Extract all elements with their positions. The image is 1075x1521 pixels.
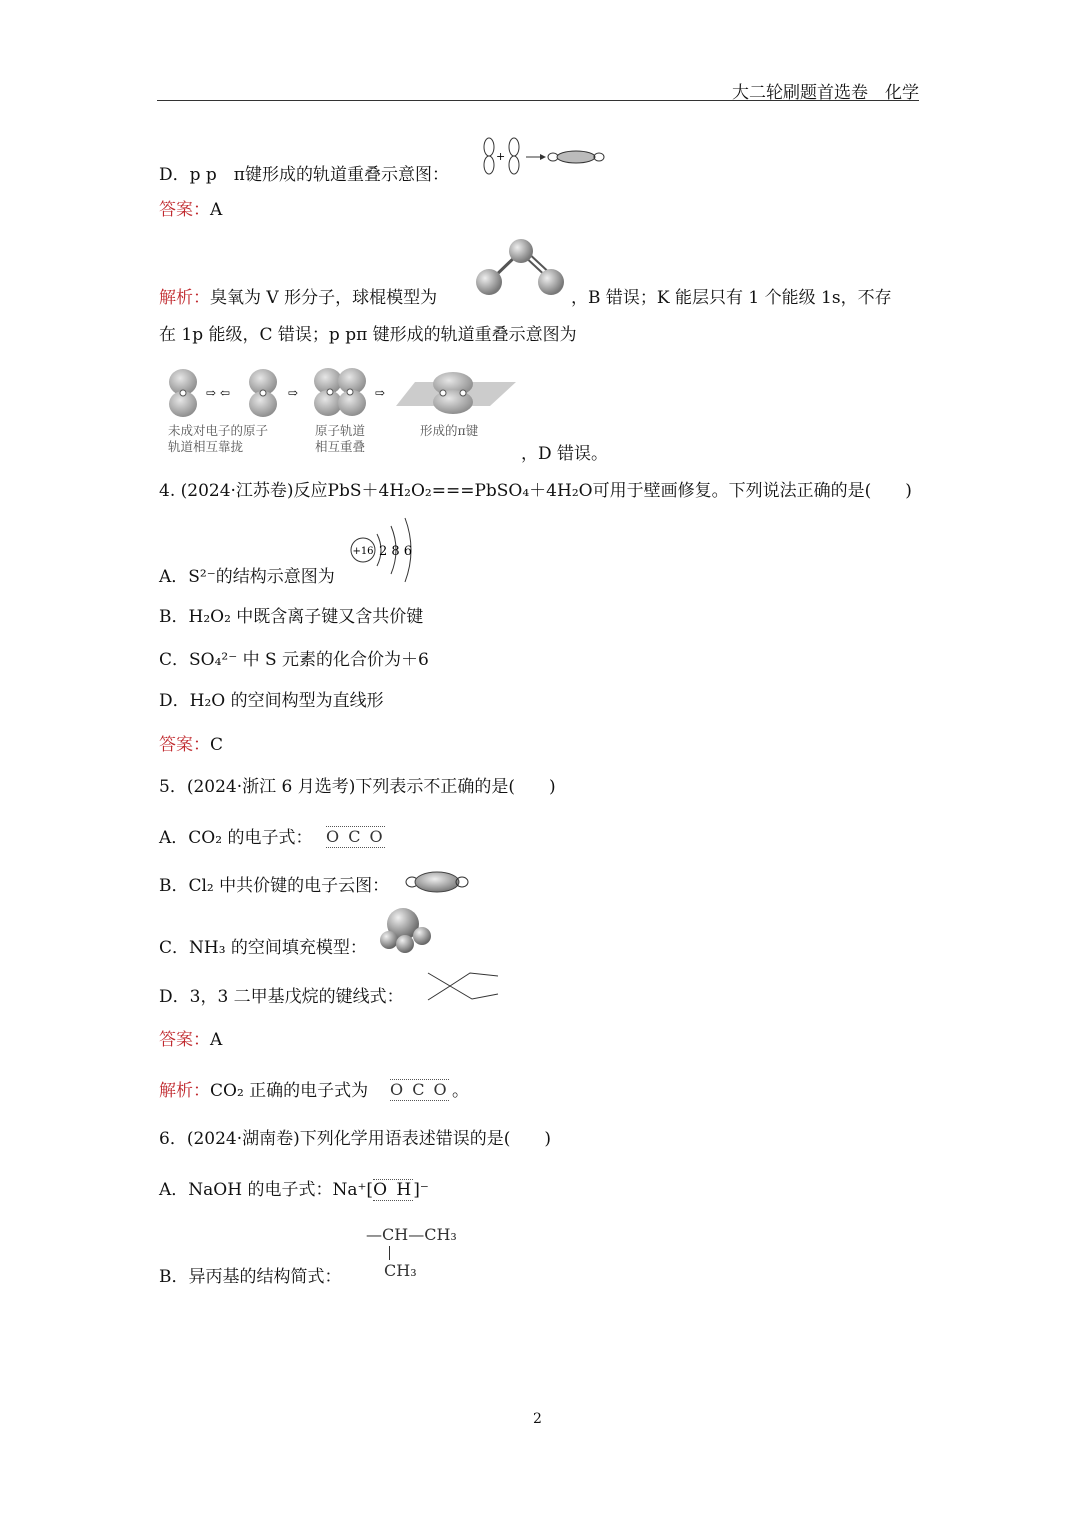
q5-stem: 5．(2024·浙江 6 月选考)下列表示不正确的是( ) (159, 777, 556, 797)
q4-option-b: B．H₂O₂ 中既含离子键又含共价键 (159, 607, 424, 627)
atom-shells: 2 8 6 (379, 544, 413, 559)
pp-pi-orbital-figure (480, 137, 610, 177)
q5-answer (159, 1029, 222, 1051)
answer-value: A (210, 200, 223, 220)
q3-analysis-line1-end: ，B 错误；K 能层只有 1 个能级 1s，不存 (571, 288, 892, 308)
figure-caption-2 (315, 423, 365, 455)
page-header (157, 78, 919, 101)
svg-text:⇨: ⇨ (288, 386, 299, 400)
isopropyl-branch-bond (389, 1246, 390, 1260)
svg-text:⇨ ⇦: ⇨ ⇦ (206, 386, 230, 400)
caption-line: 相互重叠 (315, 439, 366, 454)
q4-option-d: D．H₂O 的空间构型为直线形 (159, 691, 384, 711)
analysis-label: 解析： (159, 288, 210, 308)
caption-line: 原子轨道 (315, 423, 366, 438)
q6-stem: 6．(2024·湖南卷)下列化学用语表述错误的是( ) (159, 1129, 552, 1149)
q3-analysis-line2: 在 1p 能级，C 错误；p pπ 键形成的轨道重叠示意图为 (159, 325, 577, 345)
header-title: 大二轮刷题首选卷 化学 (732, 83, 919, 103)
svg-text:+: + (496, 150, 506, 163)
cl2-electron-cloud-figure (404, 869, 470, 895)
caption-line: 未成对电子的原子 (168, 423, 269, 438)
pi-bond-formation-figure (160, 364, 525, 424)
nh3-space-filling-model (376, 906, 434, 954)
q5-option-c: C．NH₃ 的空间填充模型： (159, 938, 367, 958)
option-text-end: ]⁻ (413, 1180, 429, 1200)
q5-analysis (159, 1080, 368, 1102)
q4-option-c: C．SO₄²⁻ 中 S 元素的化合价为＋6 (159, 650, 429, 670)
answer-label: 答案： (159, 735, 210, 755)
q4-stem: 4. (2024·江苏卷)反应PbS＋4H₂O₂===PbSO₄＋4H₂O可用于壁画修复。下列说法正确的是( ) (159, 481, 912, 501)
answer-value: A (210, 1030, 223, 1050)
co2-electron-formula: O C O (326, 827, 385, 846)
figure-caption-3: 形成的π键 (420, 423, 479, 438)
option-text: A．NaOH 的电子式：Na⁺[ (159, 1180, 374, 1200)
q5-option-d: D．3，3 二甲基戊烷的键线式： (159, 987, 404, 1007)
q4-answer (159, 734, 223, 756)
q3-analysis-line1 (159, 287, 437, 309)
q3-analysis-end: ，D 错误。 (521, 444, 609, 464)
hydroxide-group: O H (373, 1180, 414, 1200)
co2-correct-electron-formula: O C O (390, 1080, 449, 1099)
answer-label: 答案： (159, 200, 210, 220)
page-number: 2 (533, 1411, 542, 1427)
sulfide-ion-structure-diagram (349, 514, 421, 586)
isopropyl-main-chain: —CH—CH₃ (366, 1225, 457, 1244)
isopropyl-branch: CH₃ (384, 1261, 417, 1280)
q5-option-b: B．Cl₂ 中共价键的电子云图： (159, 876, 390, 896)
figure-caption-1 (168, 423, 268, 455)
caption-line: 轨道相互靠拢 (168, 439, 244, 454)
analysis-text: 臭氧为 V 形分子，球棍模型为 (210, 288, 438, 308)
q4-option-a: A．S²⁻的结构示意图为 (159, 567, 335, 587)
atom-core-label: +16 (352, 546, 374, 557)
svg-text:⇨: ⇨ (375, 386, 386, 400)
q3-option-d: D．p p π键形成的轨道重叠示意图： (159, 165, 449, 185)
answer-value: C (210, 735, 224, 755)
answer-label: 答案： (159, 1030, 210, 1050)
analysis-label: 解析： (159, 1081, 210, 1101)
q5-option-a: A．CO₂ 的电子式： (159, 828, 313, 848)
dimethylpentane-skeletal-formula (426, 970, 502, 1002)
q3-answer (159, 199, 222, 221)
q6-option-a (159, 1179, 429, 1201)
ozone-ball-stick-model (473, 236, 569, 298)
q6-option-b: B．异丙基的结构简式： (159, 1267, 342, 1287)
analysis-text: CO₂ 正确的电子式为 (210, 1081, 369, 1101)
q5-analysis-end: 。 (452, 1081, 469, 1101)
